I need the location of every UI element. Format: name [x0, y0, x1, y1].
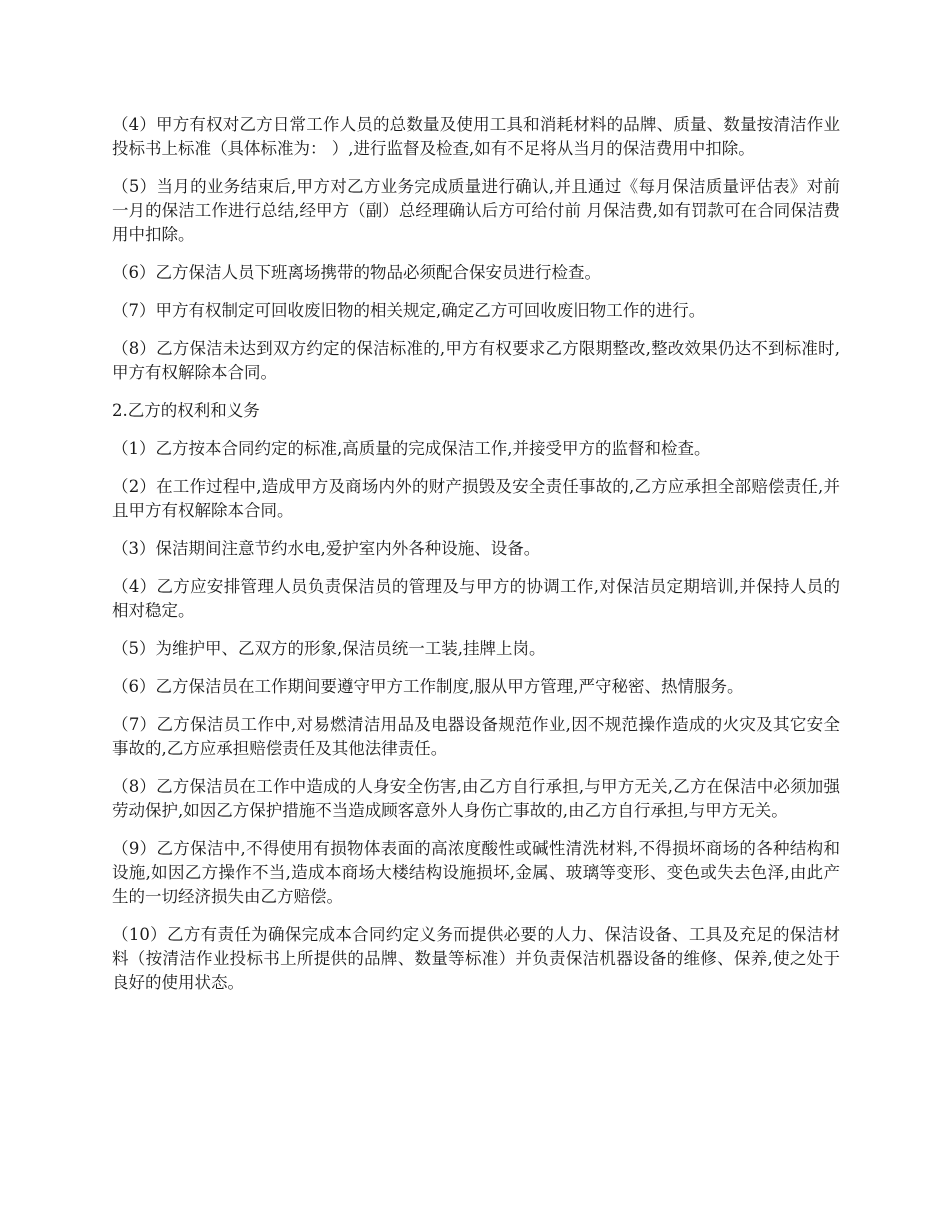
paragraph-party-b-duty-6: （6）乙方保洁员在工作期间要遵守甲方工作制度,服从甲方管理,严守秘密、热情服务。	[112, 677, 744, 696]
paragraph-party-a-right-6: （6）乙方保洁人员下班离场携带的物品必须配合保安员进行检查。	[112, 263, 601, 282]
paragraph-party-a-right-4: （4）甲方有权对乙方日常工作人员的总数量及使用工具和消耗材料的品牌、质量、数量按清洁作业投标书上标准（具体标准为： ）,进行监督及检查,如有不足将从当月的保洁费用中扣除。	[112, 115, 840, 158]
paragraph-party-b-duty-4: （4）乙方应安排管理人员负责保洁员的管理及与甲方的协调工作,对保洁员定期培训,并保持人员的相对稳定。	[112, 577, 840, 620]
paragraph-party-a-right-7: （7）甲方有权制定可回收废旧物的相关规定,确定乙方可回收废旧物工作的进行。	[112, 301, 706, 320]
paragraph-party-b-duty-7: （7）乙方保洁员工作中,对易燃清洁用品及电器设备规范作业,因不规范操作造成的火灾及其它安全事故的,乙方应承担赔偿责任及其他法律责任。	[112, 715, 840, 758]
section-heading-party-b: 2.乙方的权利和义务	[112, 401, 260, 420]
paragraph-party-b-duty-3: （3）保洁期间注意节约水电,爱护室内外各种设施、设备。	[112, 539, 541, 558]
paragraph-party-b-duty-5: （5）为维护甲、乙双方的形象,保洁员统一工装,挂牌上岗。	[112, 639, 546, 658]
paragraph-party-b-duty-10: （10）乙方有责任为确保完成本合同约定义务而提供必要的人力、保洁设备、工具及充足的保洁材料（按清洁作业投标书上所提供的品牌、数量等标准）并负责保洁机器设备的维修、保养,使之处于良好的使用状态。	[112, 925, 840, 992]
paragraph-party-b-duty-8: （8）乙方保洁员在工作中造成的人身安全伤害,由乙方自行承担,与甲方无关,乙方在保洁中必须加强劳动保护,如因乙方保护措施不当造成顾客意外人身伤亡事故的,由乙方自行承担,与甲方无关。	[112, 777, 840, 820]
paragraph-party-a-right-5: （5）当月的业务结束后,甲方对乙方业务完成质量进行确认,并且通过《每月保洁质量评估表》对前一月的保洁工作进行总结,经甲方（副）总经理确认后方可给付前 月保洁费,如有罚款可在合同保洁费用中扣除。	[112, 177, 840, 244]
paragraph-party-b-duty-1: （1）乙方按本合同约定的标准,高质量的完成保洁工作,并接受甲方的监督和检查。	[112, 439, 711, 458]
paragraph-party-a-right-8: （8）乙方保洁未达到双方约定的保洁标准的,甲方有权要求乙方限期整改,整改效果仍达不到标准时,甲方有权解除本合同。	[112, 339, 840, 382]
document-page	[112, 113, 840, 1009]
paragraph-party-b-duty-2: （2）在工作过程中,造成甲方及商场内外的财产损毁及安全责任事故的,乙方应承担全部赔偿责任,并且甲方有权解除本合同。	[112, 477, 840, 520]
paragraph-party-b-duty-9: （9）乙方保洁中,不得使用有损物体表面的高浓度酸性或碱性清洗材料,不得损坏商场的各种结构和设施,如因乙方操作不当,造成本商场大楼结构设施损坏,金属、玻璃等变形、变色或失去色泽,由此产生的一切经济损失由乙方赔偿。	[112, 839, 840, 906]
